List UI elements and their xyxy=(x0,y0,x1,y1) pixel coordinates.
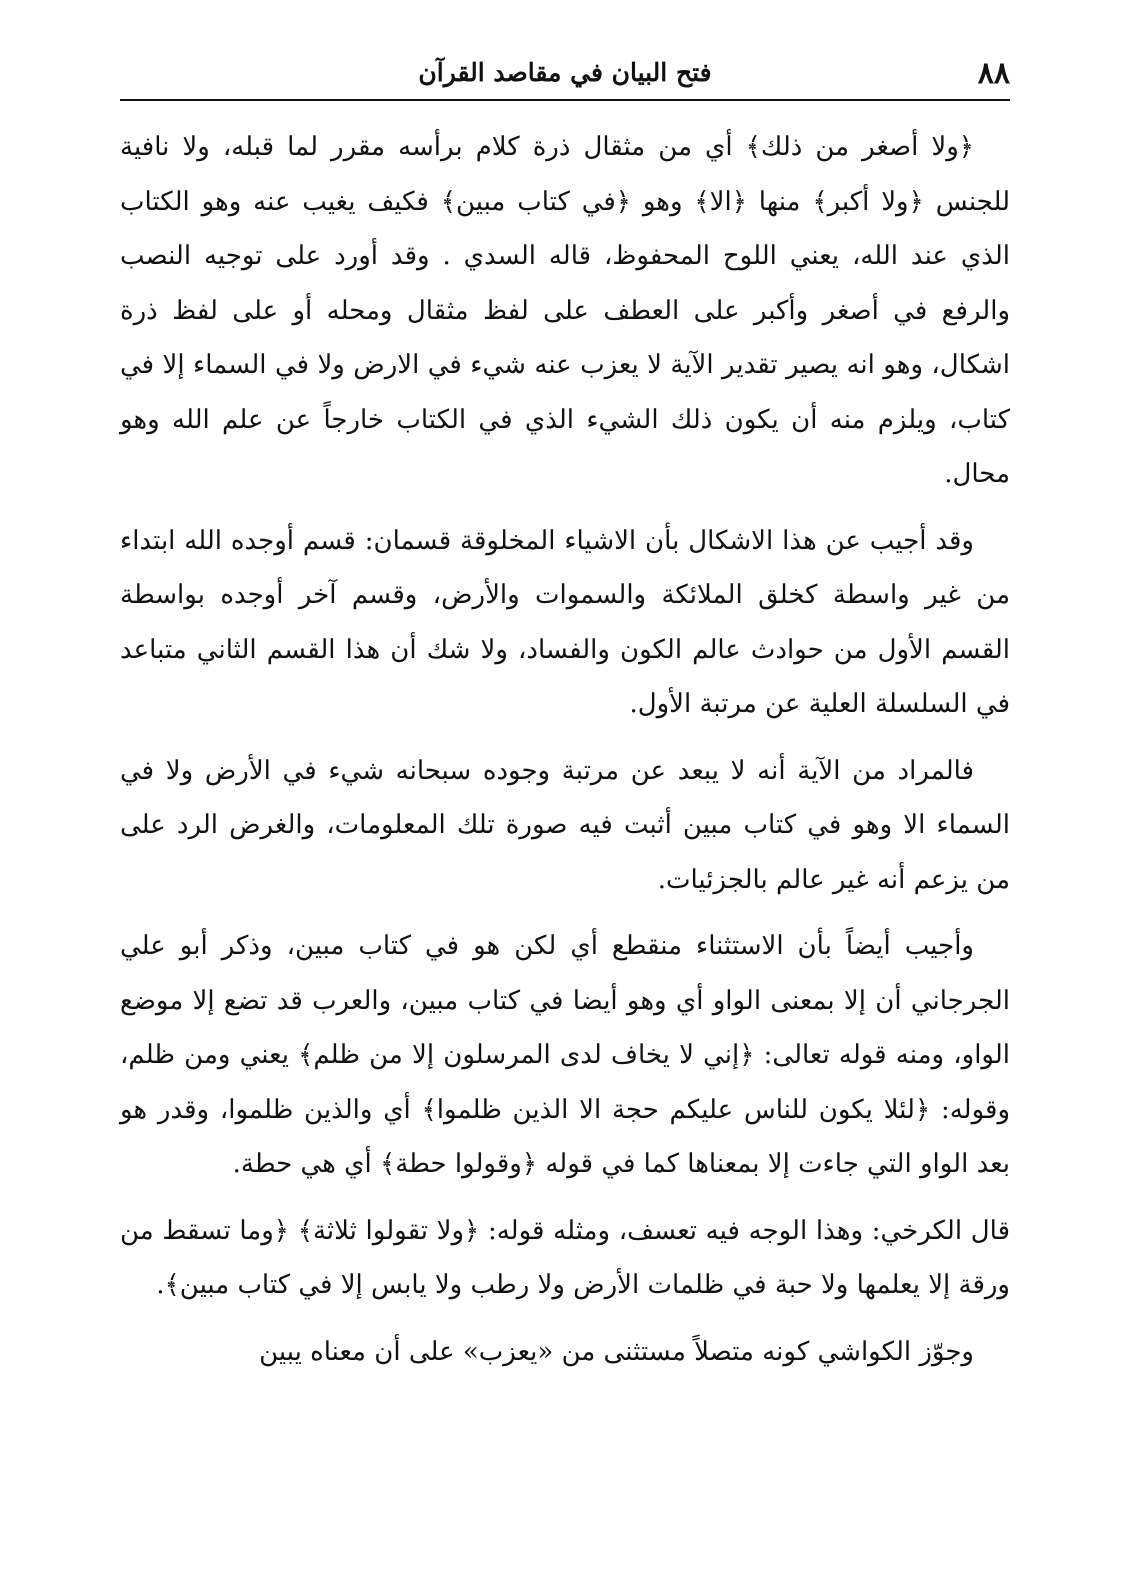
header-rule xyxy=(120,99,1010,101)
running-title: فتح البيان في مقاصد القرآن xyxy=(418,58,712,87)
paragraph-1: ﴿ولا أصغر من ذلك﴾ أي من مثقال ذرة كلام برأسه مقرر لما قبله، ولا نافية للجنس ﴿ولا أكبر﴾ منها ﴿الا﴾ وهو ﴿في كتاب مبين﴾ فكيف يغيب عنه وهو الكتاب الذي عند الله، يعني اللوح المحفوظ، قاله السدي . وقد أورد على توجيه النصب والرفع في أصغر وأكبر على العطف على لفظ مثقال ومحله أو على لفظ ذرة اشكال، وهو انه يصير تقدير الآية لا يعزب عنه شيء في الارض ولا في السماء إلا في كتاب، ويلزم منه أن يكون ذلك الشيء الذي في الكتاب خارجاً عن علم الله وهو محال. xyxy=(120,132,1010,489)
page-number: ٨٨ xyxy=(977,56,1010,91)
body-text xyxy=(120,120,1010,1379)
page-header xyxy=(120,50,1010,98)
paragraph-5: قال الكرخي: وهذا الوجه فيه تعسف، ومثله قوله: ﴿ولا تقولوا ثلاثة﴾ ﴿وما تسقط من ورقة إلا يعلمها ولا حبة في ظلمات الأرض ولا رطب ولا يابس إلا في كتاب مبين﴾. xyxy=(120,1215,1011,1300)
paragraph-2: وقد أجيب عن هذا الاشكال بأن الاشياء المخلوقة قسمان: قسم أوجده الله ابتداء من غير واسطة كخلق الملائكة والسموات والأرض، وقسم آخر أوجده بواسطة القسم الأول من حوادث عالم الكون والفساد، ولا شك أن هذا القسم الثاني متباعد في السلسلة العلية عن مرتبة الأول. xyxy=(120,525,1010,719)
paragraph-3: فالمراد من الآية أنه لا يبعد عن مرتبة وجوده سبحانه شيء في الأرض ولا في السماء الا وهو في كتاب مبين أثبت فيه صورة تلك المعلومات، والغرض الرد على من يزعم أنه غير عالم بالجزئيات. xyxy=(120,755,1010,895)
paragraph-6: وجوّز الكواشي كونه متصلاً مستثنى من «يعزب» على أن معناه يبين xyxy=(259,1336,974,1367)
paragraph-4: وأجيب أيضاً بأن الاستثناء منقطع أي لكن هو في كتاب مبين، وذكر أبو علي الجرجاني أن إلا بمعنى الواو أي وهو أيضا في كتاب مبين، والعرب قد تضع إلا موضع الواو، ومنه قوله تعالى: ﴿إني لا يخاف لدى المرسلون إلا من ظلم﴾ يعني ومن ظلم، وقوله: ﴿لئلا يكون للناس عليكم حجة الا الذين ظلموا﴾ أي والذين ظلموا، وقدر هو بعد الواو التي جاءت إلا بمعناها كما في قوله ﴿وقولوا حطة﴾ أي هي حطة. xyxy=(120,931,1010,1179)
